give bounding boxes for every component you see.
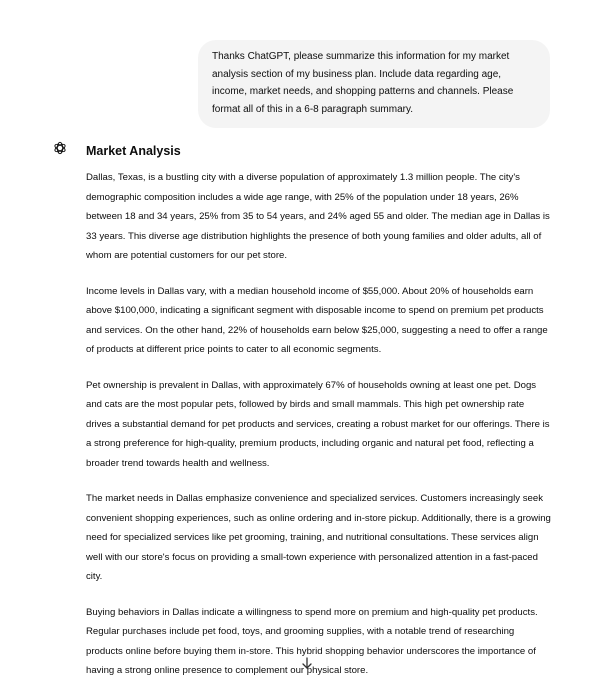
assistant-message <box>86 142 552 678</box>
openai-logo-icon <box>52 140 68 156</box>
assistant-paragraph: The market needs in Dallas emphasize convenience and specialized services. Customers increasingly seek convenient shopping experiences, such as online ordering and in-store pickup. Additionally, there is a growing need for specialized services like pet grooming, training, and nutritional consultations. These services align well with our store's focus on providing a small-town experience with personalized attention in a fast-paced city. <box>86 493 551 582</box>
arrow-down-icon[interactable] <box>300 656 314 670</box>
assistant-paragraph: Income levels in Dallas vary, with a median household income of $55,000. About 20% of households earn above $100,000, indicating a significant segment with disposable income to spend on premium pet products and services. On the other hand, 22% of households earn below $25,000, suggesting a need to offer a range of products at different price points to cater to all economic segments. <box>86 285 548 355</box>
assistant-paragraph: Dallas, Texas, is a bustling city with a diverse population of approximately 1.3 million people. The city's demographic composition includes a wide age range, with 25% of the population under 18 years, 26% between 18 and 34 years, 25% from 35 to 54 years, and 24% aged 55 and older. The median age in Dallas is 33 years. This diverse age distribution highlights the presence of both young families and older adults, all of whom are potential customers for our pet store. <box>86 172 550 261</box>
user-message-bubble: Thanks ChatGPT, please summarize this information for my market analysis section of my business plan. Include data regarding age, income, market needs, and shopping patterns and channels. Please format all of this in a 6-8 paragraph summary. <box>198 40 550 128</box>
assistant-paragraph: Buying behaviors in Dallas indicate a willingness to spend more on premium and high-quality pet products. Regular purchases include pet food, toys, and grooming supplies, with a notable trend of researching products online before buying them in-store. This hybrid shopping behavior underscores the importance of having a strong online presence to complement our physical store. <box>86 606 538 676</box>
assistant-paragraph: Pet ownership is prevalent in Dallas, with approximately 67% of households owning at least one pet. Dogs and cats are the most popular pets, followed by birds and small mammals. This high pet ownership rate drives a substantial demand for pet products and services, creating a robust market for our offerings. There is a strong preference for high-quality, premium products, including organic and natural pet food, reflecting a broader trend towards health and wellness. <box>86 379 550 469</box>
assistant-heading: Market Analysis <box>86 144 181 158</box>
